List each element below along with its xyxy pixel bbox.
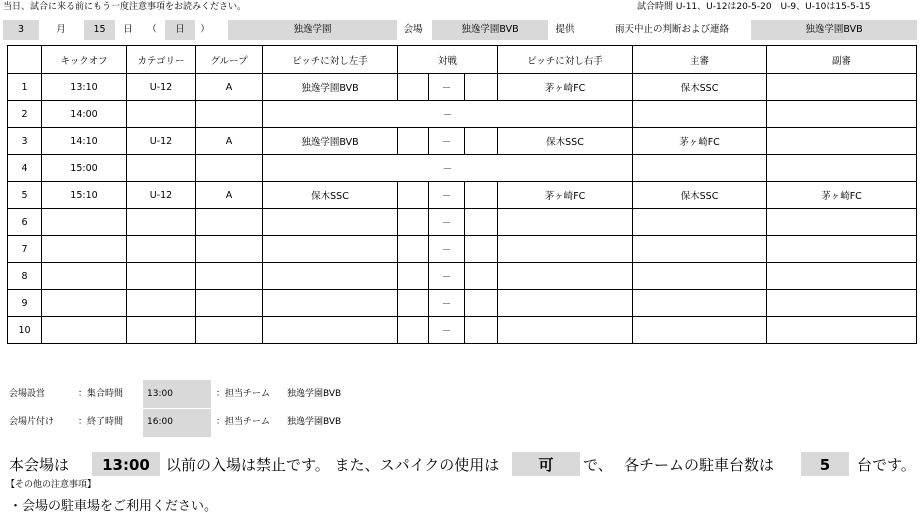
col-header-assistant: 副審 <box>767 46 917 74</box>
table-row <box>8 155 917 182</box>
referee-cell <box>633 290 767 317</box>
category-cell <box>127 155 196 182</box>
setup-team: 独逸学園BVB <box>287 389 342 399</box>
notice-text-3: で、 <box>583 456 613 474</box>
left-team-cell <box>263 317 398 344</box>
right-score-cell <box>465 182 498 209</box>
match-dash-cell: － <box>429 263 465 290</box>
row-number: 2 <box>8 101 42 128</box>
col-header-left-team: ピッチに対し左手 <box>263 46 398 74</box>
assistant-referee-cell <box>767 317 917 344</box>
kickoff-cell: 14:10 <box>42 128 127 155</box>
right-score-cell <box>465 263 498 290</box>
other-note-item: ・会場の駐車場をご利用ください。 <box>9 499 218 514</box>
assistant-referee-cell <box>767 128 917 155</box>
other-notes-heading: 【その他の注意事項】 <box>6 480 97 490</box>
category-cell <box>127 209 196 236</box>
group-cell <box>196 209 263 236</box>
kickoff-cell <box>42 209 127 236</box>
left-team-cell <box>263 290 398 317</box>
cleanup-time: 16:00 <box>147 417 173 427</box>
right-team-cell: 茅ヶ崎FC <box>498 74 633 101</box>
setup-team-label: ：担当チーム <box>216 389 271 399</box>
referee-cell: 保木SSC <box>633 182 767 209</box>
left-score-cell <box>398 182 429 209</box>
right-team-cell <box>498 317 633 344</box>
row-number: 5 <box>8 182 42 209</box>
referee-cell <box>633 101 767 128</box>
cleanup-label: 会場片付け <box>9 417 55 427</box>
notice-text-4: 各チームの駐車台数は <box>624 456 775 474</box>
kickoff-cell: 13:10 <box>42 74 127 101</box>
category-cell: U-12 <box>127 128 196 155</box>
entry-time: 13:00 <box>102 456 150 474</box>
assistant-referee-cell <box>767 101 917 128</box>
notice-text-2: 以前の入場は禁止です。 また、スパイクの使用は <box>166 456 500 474</box>
right-score-cell <box>465 290 498 317</box>
group-cell <box>196 155 263 182</box>
right-team-cell <box>498 290 633 317</box>
match-dash-cell: － <box>429 317 465 344</box>
row-number: 7 <box>8 236 42 263</box>
assistant-referee-cell <box>767 236 917 263</box>
right-score-cell <box>465 74 498 101</box>
row-number: 6 <box>8 209 42 236</box>
category-cell: U-12 <box>127 182 196 209</box>
col-header-match: 対戦 <box>398 46 498 74</box>
kickoff-cell <box>42 263 127 290</box>
group-cell <box>196 317 263 344</box>
group-cell: A <box>196 74 263 101</box>
right-score-cell <box>465 128 498 155</box>
match-time-note: 試合時間 U-11、U-12は20-5-20 U-9、U-10は15-5-15 <box>637 2 871 12</box>
referee-cell <box>633 209 767 236</box>
table-row <box>8 74 917 101</box>
host-value: 独逸学園 <box>228 20 397 40</box>
left-team-cell: 保木SSC <box>263 182 398 209</box>
notice-text-1: 本会場は <box>9 456 70 474</box>
header-row <box>0 20 923 40</box>
referee-cell <box>633 155 767 182</box>
table-row <box>8 209 917 236</box>
assistant-referee-cell <box>767 290 917 317</box>
rain-contact-value: 独逸学園BVB <box>751 20 917 40</box>
right-team-cell <box>498 263 633 290</box>
category-cell: U-12 <box>127 74 196 101</box>
col-header-referee: 主審 <box>633 46 767 74</box>
right-team-cell: 茅ヶ崎FC <box>498 182 633 209</box>
match-dash-merged: － <box>263 155 633 182</box>
provider-label: 提供 <box>555 24 575 35</box>
referee-cell: 茅ヶ崎FC <box>633 128 767 155</box>
col-header-kickoff: キックオフ <box>42 46 127 74</box>
row-number: 9 <box>8 290 42 317</box>
cleanup-time-label: ：終了時間 <box>78 417 124 427</box>
group-cell <box>196 236 263 263</box>
col-header-category: カテゴリー <box>127 46 196 74</box>
right-team-cell <box>498 209 633 236</box>
spike-value: 可 <box>538 456 554 474</box>
setup-time-label: ：集合時間 <box>78 389 124 399</box>
left-score-cell <box>398 290 429 317</box>
assistant-referee-cell <box>767 74 917 101</box>
match-dash-cell: － <box>429 236 465 263</box>
left-score-cell <box>398 128 429 155</box>
col-header-group: グループ <box>196 46 263 74</box>
category-cell <box>127 236 196 263</box>
match-dash-merged: － <box>263 101 633 128</box>
assistant-referee-cell <box>767 263 917 290</box>
match-dash-cell: － <box>429 290 465 317</box>
right-team-cell <box>498 236 633 263</box>
left-score-cell <box>398 317 429 344</box>
left-score-cell <box>398 236 429 263</box>
left-score-cell <box>398 209 429 236</box>
cars-value: 5 <box>819 456 831 474</box>
col-header-no <box>8 46 42 74</box>
rain-label: 雨天中止の判断および連絡 <box>614 24 729 35</box>
table-row <box>8 128 917 155</box>
assistant-referee-cell <box>767 209 917 236</box>
table-row <box>8 263 917 290</box>
group-cell: A <box>196 182 263 209</box>
group-cell: A <box>196 128 263 155</box>
day-label: 日 <box>123 24 133 35</box>
match-dash-cell: － <box>429 182 465 209</box>
left-score-cell <box>398 263 429 290</box>
match-dash-cell: － <box>429 209 465 236</box>
venue-value: 独逸学園BVB <box>432 20 548 40</box>
kickoff-cell <box>42 317 127 344</box>
row-number: 10 <box>8 317 42 344</box>
category-cell <box>127 317 196 344</box>
table-row <box>8 290 917 317</box>
row-number: 3 <box>8 128 42 155</box>
left-team-cell: 独逸学園BVB <box>263 128 398 155</box>
table-row <box>8 236 917 263</box>
day-value: 15 <box>84 20 115 40</box>
table-header-row <box>8 46 917 74</box>
referee-cell <box>633 236 767 263</box>
setup-label: 会場設営 <box>9 389 46 399</box>
setup-time: 13:00 <box>147 389 173 399</box>
row-number: 8 <box>8 263 42 290</box>
row-number: 4 <box>8 155 42 182</box>
left-team-cell <box>263 263 398 290</box>
kickoff-cell: 14:00 <box>42 101 127 128</box>
right-score-cell <box>465 209 498 236</box>
notice-text-5: 台です。 <box>857 456 916 474</box>
kickoff-cell <box>42 236 127 263</box>
left-team-cell <box>263 236 398 263</box>
left-team-cell <box>263 209 398 236</box>
table-row <box>8 317 917 344</box>
right-team-cell: 保木SSC <box>498 128 633 155</box>
category-cell <box>127 101 196 128</box>
kickoff-cell: 15:10 <box>42 182 127 209</box>
weekday-value: 日 <box>165 20 195 40</box>
group-cell <box>196 263 263 290</box>
left-score-cell <box>398 74 429 101</box>
group-cell <box>196 101 263 128</box>
col-header-right-team: ピッチに対し右手 <box>498 46 633 74</box>
paren-close: ） <box>200 24 210 35</box>
referee-cell <box>633 263 767 290</box>
match-dash-cell: － <box>429 128 465 155</box>
right-score-cell <box>465 317 498 344</box>
referee-cell: 保木SSC <box>633 74 767 101</box>
top-notice: 当日、試合に来る前にもう一度注意事項をお読みください。 <box>3 2 247 12</box>
kickoff-cell: 15:00 <box>42 155 127 182</box>
assistant-referee-cell: 茅ヶ崎FC <box>767 182 917 209</box>
cleanup-team: 独逸学園BVB <box>287 417 342 427</box>
assistant-referee-cell <box>767 155 917 182</box>
table-row <box>8 182 917 209</box>
group-cell <box>196 290 263 317</box>
category-cell <box>127 290 196 317</box>
month-value: 3 <box>3 20 39 40</box>
row-number: 1 <box>8 74 42 101</box>
schedule-table <box>7 45 917 344</box>
table-row <box>8 101 917 128</box>
right-score-cell <box>465 236 498 263</box>
venue-label: 会場 <box>403 24 423 35</box>
kickoff-cell <box>42 290 127 317</box>
left-team-cell: 独逸学園BVB <box>263 74 398 101</box>
match-dash-cell: － <box>429 74 465 101</box>
paren-open: （ <box>147 24 157 35</box>
referee-cell <box>633 317 767 344</box>
month-label: 月 <box>56 24 66 35</box>
cleanup-team-label: ：担当チーム <box>216 417 271 427</box>
category-cell <box>127 263 196 290</box>
